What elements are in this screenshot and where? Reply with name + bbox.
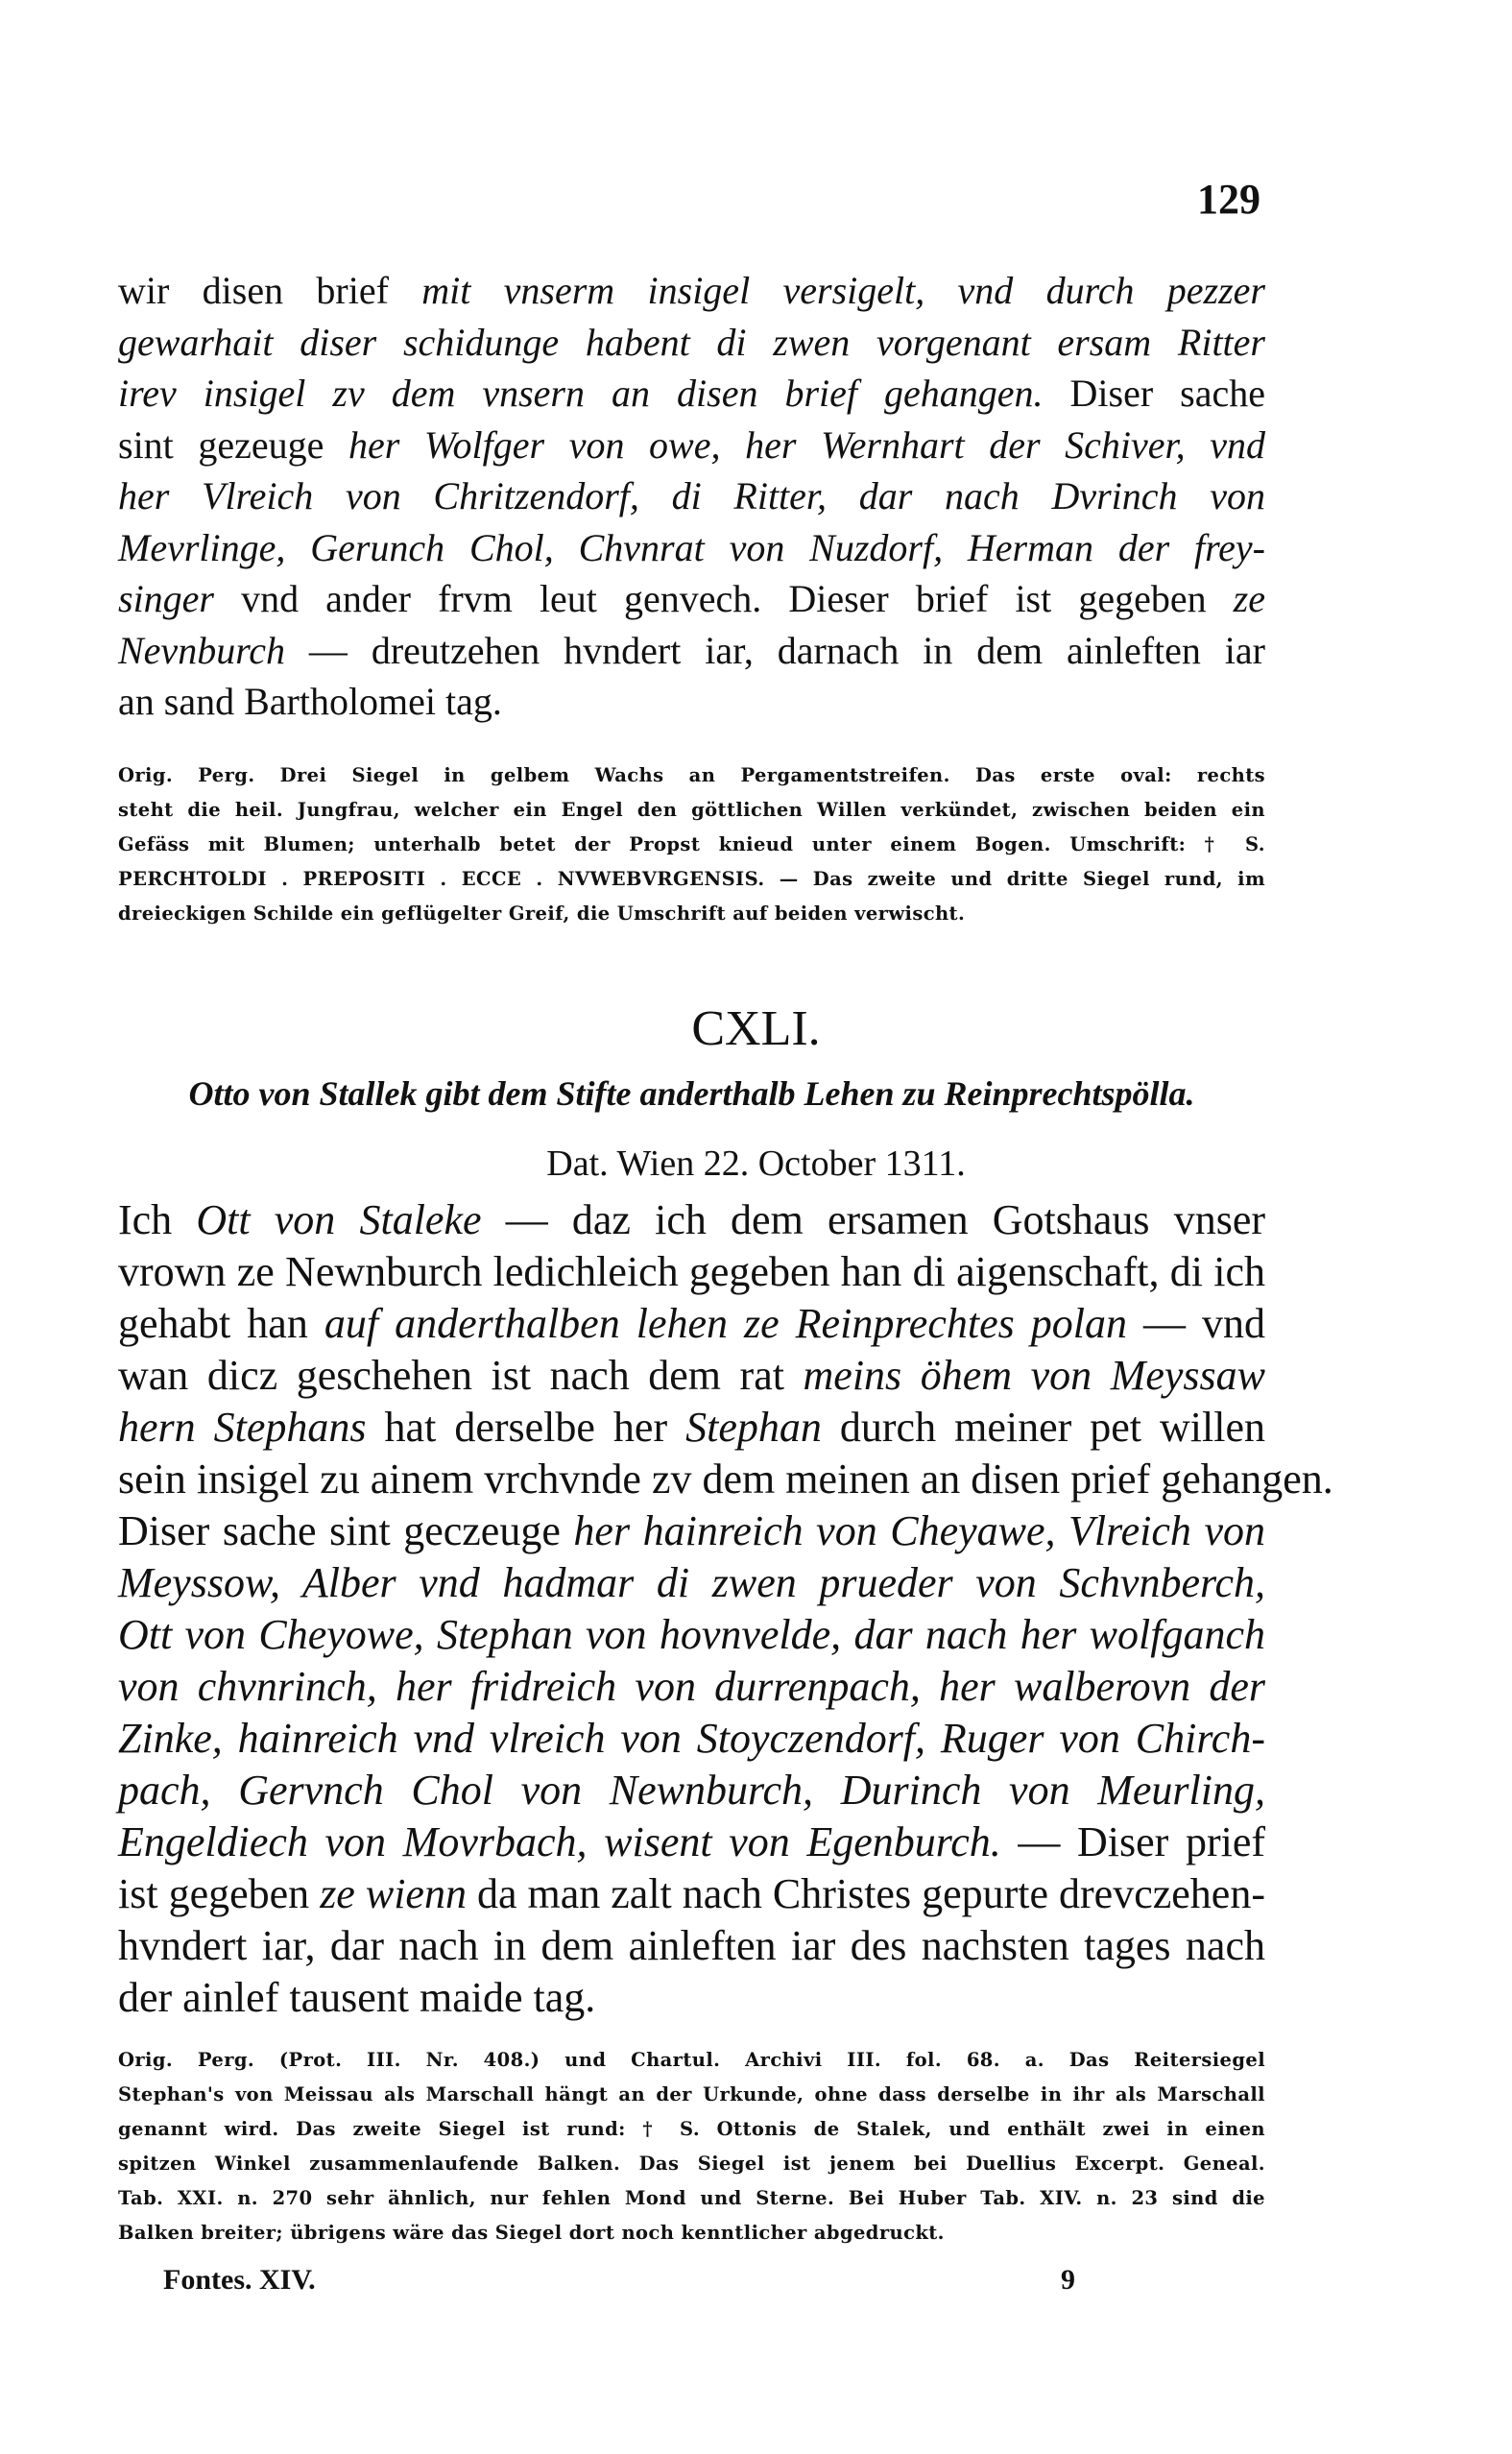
text-segment: spitzen Winkel zusammenlaufende Balken. Das Siegel ist jenem bei Duellius Excerpt. Geneal.: [118, 2153, 1265, 2175]
text-segment: genannt wird. Das zweite Siegel ist rund: † S. Ottonis de Stalek, und enthält zwei in einen: [118, 2118, 1265, 2140]
text-line: [118, 2216, 1265, 2250]
text-line: [118, 1402, 1265, 1454]
text-segment: gehabt han: [118, 1300, 324, 1347]
text-line: [118, 2181, 1265, 2216]
text-segment: Zinke, hainreich vnd vlreich von Stoyczendorf, Ruger von Chirch-: [118, 1715, 1265, 1762]
text-line: [118, 2078, 1265, 2112]
seal-description-note: [118, 758, 1265, 931]
text-segment: an sand Bartholomei tag.: [118, 680, 502, 723]
text-segment: da man zalt nach Christes gepurte drevczehen-: [466, 1870, 1265, 1917]
text-segment: hat derselbe her: [366, 1404, 686, 1451]
volume-label: Fontes. XIV.: [163, 2264, 316, 2296]
text-segment: Ich: [118, 1196, 197, 1243]
text-segment: Orig. Perg. (Prot. III. Nr. 408.) und Chartul. Archivi III. fol. 68. a. Das Reitersiegel: [118, 2049, 1265, 2071]
opening-paragraph: [118, 265, 1265, 728]
text-line: [118, 625, 1265, 677]
archive-source-note: [118, 2043, 1265, 2250]
text-line: [118, 1661, 1265, 1713]
text-segment: Meyssow, Alber vnd hadmar di zwen prueder von Schvnberch,: [118, 1559, 1265, 1606]
text-segment: Diser sache sint geczeuge: [118, 1507, 574, 1554]
text-segment: der ainlef tausent maide tag.: [118, 1974, 596, 2021]
text-line: [118, 420, 1265, 471]
text-line: [118, 368, 1265, 420]
text-segment: Balken breiter; übrigens wäre das Siegel dort noch kenntlicher abgedruckt.: [118, 2222, 945, 2244]
text-line: [118, 1816, 1265, 1868]
text-line: [118, 2043, 1265, 2078]
text-segment: ze: [1233, 577, 1265, 620]
text-segment: Tab. XXI. n. 270 sehr ähnlich, nur fehlen Mond und Sterne. Bei Huber Tab. XIV. n. 23 sind die: [118, 2187, 1265, 2209]
text-line: [118, 1713, 1265, 1765]
text-segment: PERCHTOLDI . PREPOSITI . ECCE . NVWEBVRGENSIS. — Das zweite und dritte Siegel rund, im: [118, 868, 1265, 890]
text-line: [118, 573, 1265, 625]
text-line: [118, 1765, 1265, 1816]
document-number: CXLI.: [691, 1001, 821, 1056]
document-date: Dat. Wien 22. October 1311.: [546, 1143, 966, 1184]
text-segment: Ott von Cheyowe, Stephan von hovnvelde, dar nach her wolfganch: [118, 1611, 1265, 1658]
text-segment: Nevnburch: [118, 628, 286, 672]
text-segment: hern Stephans: [118, 1404, 367, 1451]
text-segment: Diser sache: [1043, 372, 1265, 415]
text-segment: wan dicz geschehen ist nach dem rat: [118, 1352, 804, 1399]
text-segment: Stephan's von Meissau als Marschall hängt an der Urkunde, ohne dass derselbe in ihr als Marschall: [118, 2083, 1265, 2105]
text-segment: dreieckigen Schilde ein geflügelter Greif, die Umschrift auf beiden verwischt.: [118, 902, 966, 925]
text-segment: vnd ander frvm leut genvech. Dieser brief ist gegeben: [214, 577, 1234, 620]
text-line: [118, 265, 1265, 317]
text-line: [118, 758, 1265, 793]
text-segment: hvndert iar, dar nach in dem ainleften iar des nachsten tages nach: [118, 1922, 1265, 1969]
text-segment: Mevrlinge, Gerunch Chol, Chvnrat von Nuzdorf, Herman der frey-: [118, 525, 1265, 569]
text-line: [118, 1868, 1265, 1920]
text-line: [118, 1298, 1265, 1350]
text-segment: durch meiner pet willen: [821, 1404, 1266, 1451]
text-segment: sein insigel zu ainem vrchvnde zv dem meinen an disen prief gehangen.: [118, 1456, 1333, 1503]
text-line: [118, 2112, 1265, 2147]
text-segment: sint gezeuge: [118, 422, 348, 467]
text-line: [118, 317, 1265, 369]
text-segment: Gefäss mit Blumen; unterhalb betet der Propst knieud unter einem Bogen. Umschrift: † S.: [118, 833, 1265, 855]
text-segment: vrown ze Newnburch ledichleich gegeben han di aigenschaft, di ich: [118, 1248, 1265, 1295]
text-segment: von chvnrinch, her fridreich von durrenpach, her walberovn der: [118, 1663, 1265, 1710]
text-line: [118, 793, 1265, 828]
text-segment: Engeldiech von Movrbach, wisent von Egenburch.: [118, 1818, 1001, 1865]
text-line: [118, 2147, 1265, 2181]
text-line: [118, 897, 1265, 931]
text-segment: ze wienn: [320, 1870, 467, 1917]
text-line: [118, 828, 1265, 862]
text-line: [118, 1557, 1265, 1609]
text-line: [118, 1350, 1265, 1402]
text-line: [118, 1920, 1265, 1972]
text-line: [118, 1246, 1265, 1298]
text-segment: her hainreich von Cheyawe, Vlreich von: [573, 1507, 1266, 1554]
text-segment: pach, Gervnch Chol von Newnburch, Durinch von Meurling,: [118, 1767, 1265, 1814]
text-segment: Ott von Staleke: [196, 1196, 482, 1243]
document-title: Otto von Stallek gibt dem Stifte anderthalb Lehen zu Reinprechtspölla.: [188, 1074, 1195, 1113]
text-segment: auf anderthalben lehen ze Reinprechtes polan: [324, 1300, 1127, 1347]
page-number: 129: [1197, 176, 1260, 223]
text-segment: singer: [118, 577, 214, 620]
text-line: [118, 1194, 1265, 1246]
text-line: [118, 862, 1265, 897]
text-segment: Stephan: [685, 1404, 822, 1451]
text-segment: — vnd: [1126, 1300, 1266, 1347]
text-segment: — daz ich dem ersamen Gotshaus vnser: [481, 1196, 1266, 1243]
text-segment: meins öhem von Meyssaw: [803, 1352, 1265, 1399]
text-segment: mit vnserm insigel versigelt, vnd durch pezzer: [421, 269, 1265, 312]
charter-text-paragraph: [118, 1194, 1333, 2024]
text-segment: wir disen brief: [118, 269, 422, 312]
text-segment: gewarhait diser schidunge habent di zwen vorgenant ersam Ritter: [118, 320, 1265, 364]
text-line: [118, 676, 1265, 728]
text-segment: irev insigel zv dem vnsern an disen brief gehangen.: [118, 372, 1044, 415]
text-segment: — dreutzehen hvndert iar, darnach in dem ainleften iar: [285, 628, 1265, 672]
text-segment: her Wolfger von owe, her Wernhart der Schiver, vnd: [348, 422, 1265, 467]
signature-mark: 9: [1061, 2264, 1075, 2296]
text-line: [118, 1609, 1265, 1661]
text-line: [118, 1505, 1265, 1557]
text-line: [118, 1972, 1265, 2024]
text-line: [118, 470, 1265, 522]
text-segment: Orig. Perg. Drei Siegel in gelbem Wachs an Pergamentstreifen. Das erste oval: rechts: [118, 764, 1265, 786]
text-line: [118, 1454, 1333, 1505]
text-segment: ist gegeben: [118, 1870, 321, 1917]
text-segment: her Vlreich von Chritzendorf, di Ritter, dar nach Dvrinch von: [118, 474, 1265, 517]
text-line: [118, 522, 1265, 574]
text-segment: steht die heil. Jungfrau, welcher ein Engel den göttlichen Willen verkündet, zwischen beiden ein: [118, 799, 1265, 821]
text-segment: — Diser prief: [1000, 1818, 1265, 1865]
